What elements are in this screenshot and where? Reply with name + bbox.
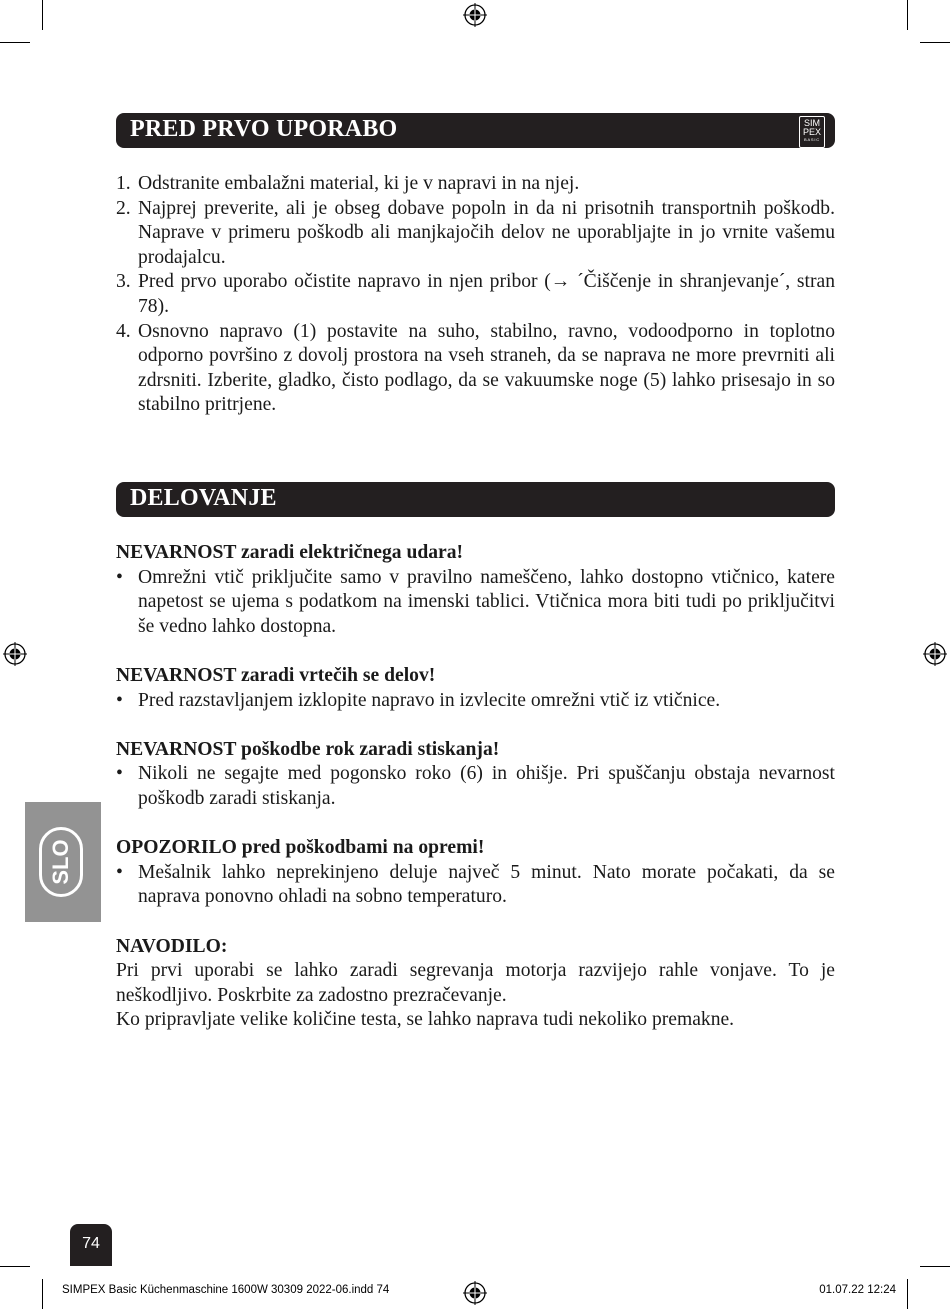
list-item bbox=[116, 197, 835, 271]
language-tab bbox=[25, 802, 101, 922]
operation-content bbox=[116, 541, 835, 1033]
bullet: • bbox=[116, 763, 123, 785]
warning-heading: NEVARNOST zaradi električnega udara! bbox=[116, 542, 464, 563]
warning-text: Pred razstavljanjem izklopite napravo in izvlecite omrežni vtič iz vtičnice. bbox=[138, 689, 721, 711]
step-number: 1. bbox=[116, 173, 131, 194]
list-item bbox=[116, 861, 835, 910]
section-header-operation bbox=[116, 482, 835, 517]
note-text: Pri prvi uporabi se lahko zaradi segrevanja motorja razvijejo rahle vonjave. To je neškodljivo. Poskrbite za zadostno prezračevanje. bbox=[116, 960, 835, 1006]
section-title: PRED PRVO UPORABO bbox=[130, 116, 398, 142]
list-item bbox=[116, 270, 835, 319]
step-number: 3. bbox=[116, 271, 131, 293]
crop-mark bbox=[42, 0, 43, 30]
bullet: • bbox=[116, 689, 123, 711]
bullet: • bbox=[116, 861, 123, 883]
list-item bbox=[116, 172, 835, 197]
section-title: DELOVANJE bbox=[130, 485, 277, 511]
step-text: Osnovno napravo (1) postavite na suho, stabilno, ravno, vodoodporno in toplotno odporno površino z dovolj prostora na vseh straneh, da se naprava ne more prevrniti ali zdrsniti. Izberite, gladko, čisto podlago, da se vakuumske noge (5) lahko prisesajo in so stabilno pritrjene. bbox=[138, 320, 835, 416]
crop-mark bbox=[907, 1279, 908, 1309]
step-number: 4. bbox=[116, 320, 131, 342]
logo-line: PEX bbox=[802, 127, 821, 137]
warning-heading: NEVARNOST poškodbe rok zaradi stiskanja! bbox=[116, 738, 500, 760]
registration-mark-icon bbox=[3, 642, 27, 666]
warning-heading: NEVARNOST zaradi vrtečih se delov! bbox=[116, 664, 436, 686]
step-text: Najprej preverite, ali je obseg dobave popoln in da ni prisotnih transportnih poškodb. Naprave v primeru poškodb ali manjkajočih delov ne uporabljajte in jo vrnite vašemu prodajalcu. bbox=[138, 197, 835, 268]
language-code: SLO bbox=[48, 839, 73, 885]
list-item bbox=[116, 566, 835, 640]
logo-line: SIM bbox=[803, 118, 820, 128]
registration-mark-icon bbox=[923, 642, 947, 666]
list-item bbox=[116, 320, 835, 418]
language-badge bbox=[39, 827, 83, 897]
bullet: • bbox=[116, 566, 123, 588]
registration-mark-icon bbox=[463, 1281, 487, 1305]
step-text: Pred prvo uporabo očistite napravo in njen pribor (→ ´Čiščenje in shranjevanje´, stran 78). bbox=[138, 271, 835, 317]
footer-file-info: SIMPEX Basic Küchenmaschine 1600W 30309 2022-06.indd 74 bbox=[62, 1284, 390, 1296]
crop-mark bbox=[42, 1279, 43, 1309]
warning-block bbox=[116, 664, 835, 713]
step-text: Odstranite embalažni material, ki je v napravi in na njej. bbox=[138, 173, 580, 194]
first-use-steps bbox=[116, 172, 835, 418]
section-header-first-use bbox=[116, 113, 835, 148]
warning-text: Mešalnik lahko neprekinjeno deluje največ 5 minut. Nato morate počakati, da se naprava ponovno ohladi na sobno temperaturo. bbox=[138, 861, 835, 908]
note-block bbox=[116, 935, 835, 1033]
note-heading: NAVODILO: bbox=[116, 935, 228, 957]
list-item bbox=[116, 689, 835, 714]
note-text: Ko pripravljate velike količine testa, se lahko naprava tudi nekoliko premakne. bbox=[116, 1009, 735, 1031]
warning-block bbox=[116, 541, 835, 639]
warning-block bbox=[116, 836, 835, 910]
step-number: 2. bbox=[116, 197, 131, 219]
list-item bbox=[116, 762, 835, 811]
crop-mark bbox=[0, 1266, 30, 1267]
logo-line: BASIC bbox=[803, 137, 820, 142]
page-number: 74 bbox=[70, 1224, 112, 1266]
warning-heading: OPOZORILO pred poškodbami na opremi! bbox=[116, 837, 485, 859]
registration-mark-icon bbox=[463, 3, 487, 27]
crop-mark bbox=[0, 42, 30, 43]
footer-timestamp: 01.07.22 12:24 bbox=[819, 1284, 896, 1296]
warning-block bbox=[116, 738, 835, 812]
warning-text: Omrežni vtič priključite samo v pravilno nameščeno, lahko dostopno vtičnico, katere napetost se ujema s podatkom na imenski tablici. Vtičnica mora biti tudi po priključitvi še vedno lahko dostopna. bbox=[138, 566, 835, 637]
crop-mark bbox=[920, 42, 950, 43]
crop-mark bbox=[920, 1266, 950, 1267]
warning-text: Nikoli ne segajte med pogonsko roko (6) in ohišje. Pri spuščanju obstaja nevarnost poškodb zaradi stiskanja. bbox=[138, 763, 835, 809]
simpex-basic-logo bbox=[799, 116, 825, 148]
crop-mark bbox=[907, 0, 908, 30]
